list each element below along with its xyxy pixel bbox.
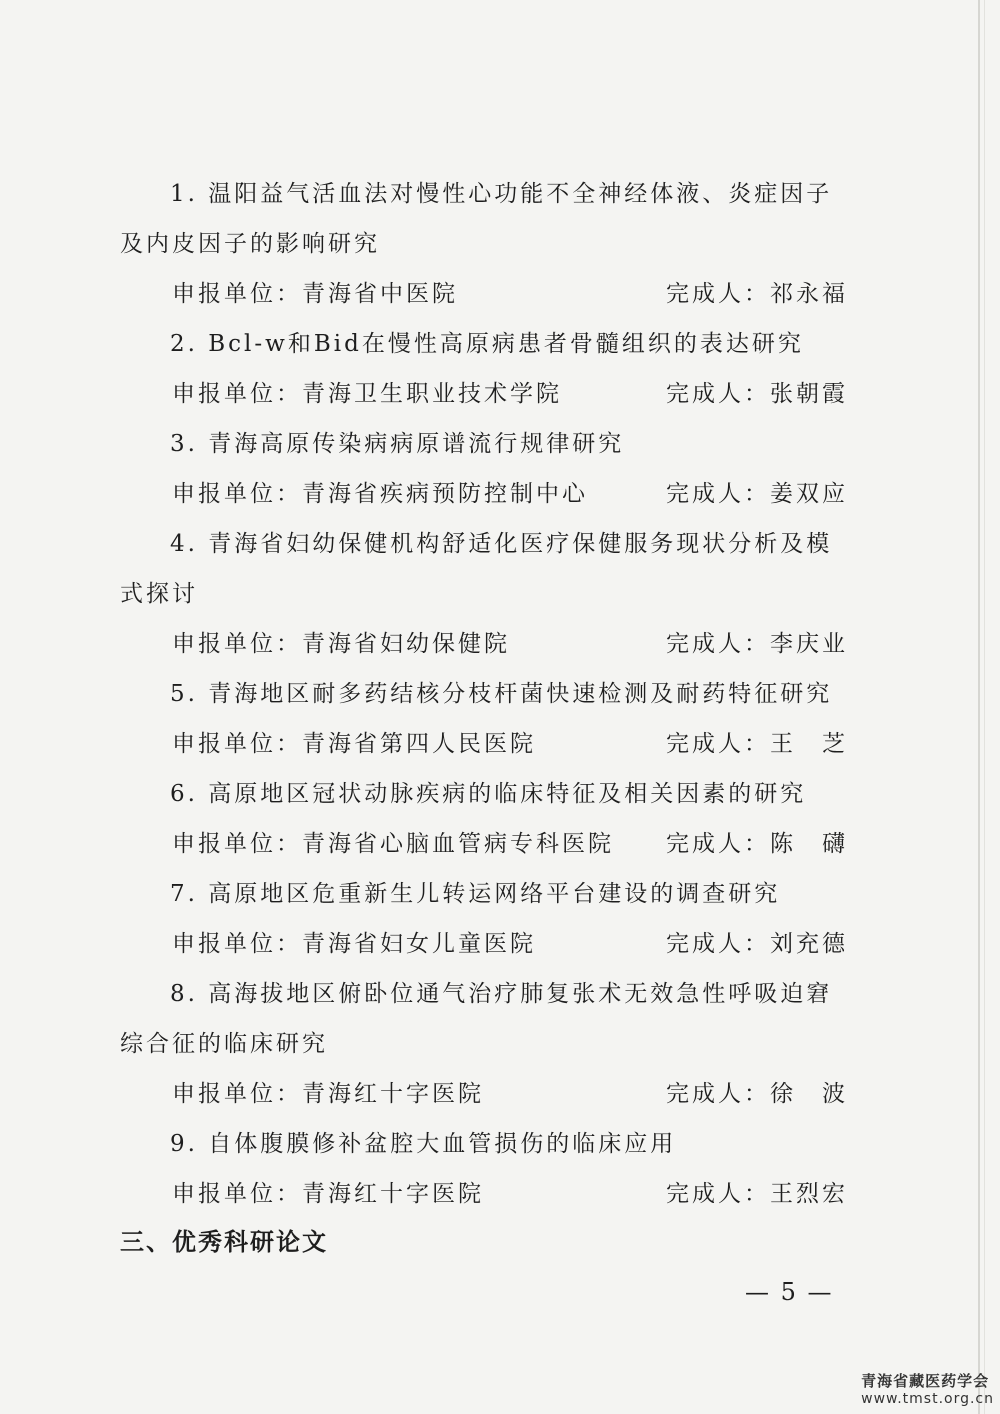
watermark xyxy=(861,1372,994,1408)
item-1-person: 完成人：祁永福 xyxy=(666,281,848,307)
item-8-unit: 申报单位：青海红十字医院 xyxy=(172,1081,484,1107)
item-4-title-continued: 式探讨 xyxy=(120,581,198,607)
item-3-person: 完成人：姜双应 xyxy=(666,481,848,507)
item-8-title-continued: 综合征的临床研究 xyxy=(120,1031,328,1057)
section-heading: 三、优秀科研论文 xyxy=(120,1228,328,1256)
item-6-unit: 申报单位：青海省心脑血管病专科医院 xyxy=(172,831,614,857)
page-edge-shadow xyxy=(984,0,985,1414)
item-9-title: 9. 自体腹膜修补盆腔大血管损伤的临床应用 xyxy=(170,1131,677,1157)
item-5-person: 完成人：王 芝 xyxy=(666,731,848,757)
item-7-person: 完成人：刘充德 xyxy=(666,931,848,957)
page-edge-shadow xyxy=(978,0,980,1414)
item-2-person: 完成人：张朝霞 xyxy=(666,381,848,407)
item-2-unit: 申报单位：青海卫生职业技术学院 xyxy=(172,381,562,407)
item-7-title: 7. 高原地区危重新生儿转运网络平台建设的调查研究 xyxy=(170,881,781,907)
item-3-title: 3. 青海高原传染病病原谱流行规律研究 xyxy=(170,431,625,457)
item-6-person: 完成人：陈 礴 xyxy=(666,831,848,857)
page-number: — 5 — xyxy=(745,1278,834,1306)
item-7-unit: 申报单位：青海省妇女儿童医院 xyxy=(172,931,536,957)
item-9-person: 完成人：王烈宏 xyxy=(666,1181,848,1207)
item-1-unit: 申报单位：青海省中医院 xyxy=(172,281,458,307)
item-5-unit: 申报单位：青海省第四人民医院 xyxy=(172,731,536,757)
item-3-unit: 申报单位：青海省疾病预防控制中心 xyxy=(172,481,588,507)
item-4-person: 完成人：李庆业 xyxy=(666,631,848,657)
watermark-url: www.tmst.org.cn xyxy=(861,1391,994,1407)
item-6-title: 6. 高原地区冠状动脉疾病的临床特征及相关因素的研究 xyxy=(170,781,807,807)
item-2-title: 2. Bcl-w和Bid在慢性高原病患者骨髓组织的表达研究 xyxy=(170,331,804,357)
item-4-unit: 申报单位：青海省妇幼保健院 xyxy=(172,631,510,657)
item-9-unit: 申报单位：青海红十字医院 xyxy=(172,1181,484,1207)
item-5-title: 5. 青海地区耐多药结核分枝杆菌快速检测及耐药特征研究 xyxy=(170,681,833,707)
item-4-title: 4. 青海省妇幼保健机构舒适化医疗保健服务现状分析及模 xyxy=(170,531,833,557)
item-8-person: 完成人：徐 波 xyxy=(666,1081,848,1107)
item-1-title-continued: 及内皮因子的影响研究 xyxy=(120,231,380,257)
watermark-title: 青海省藏医药学会 xyxy=(861,1372,990,1390)
item-1-title: 1. 温阳益气活血法对慢性心功能不全神经体液、炎症因子 xyxy=(170,181,833,207)
item-8-title: 8. 高海拔地区俯卧位通气治疗肺复张术无效急性呼吸迫窘 xyxy=(170,981,833,1007)
